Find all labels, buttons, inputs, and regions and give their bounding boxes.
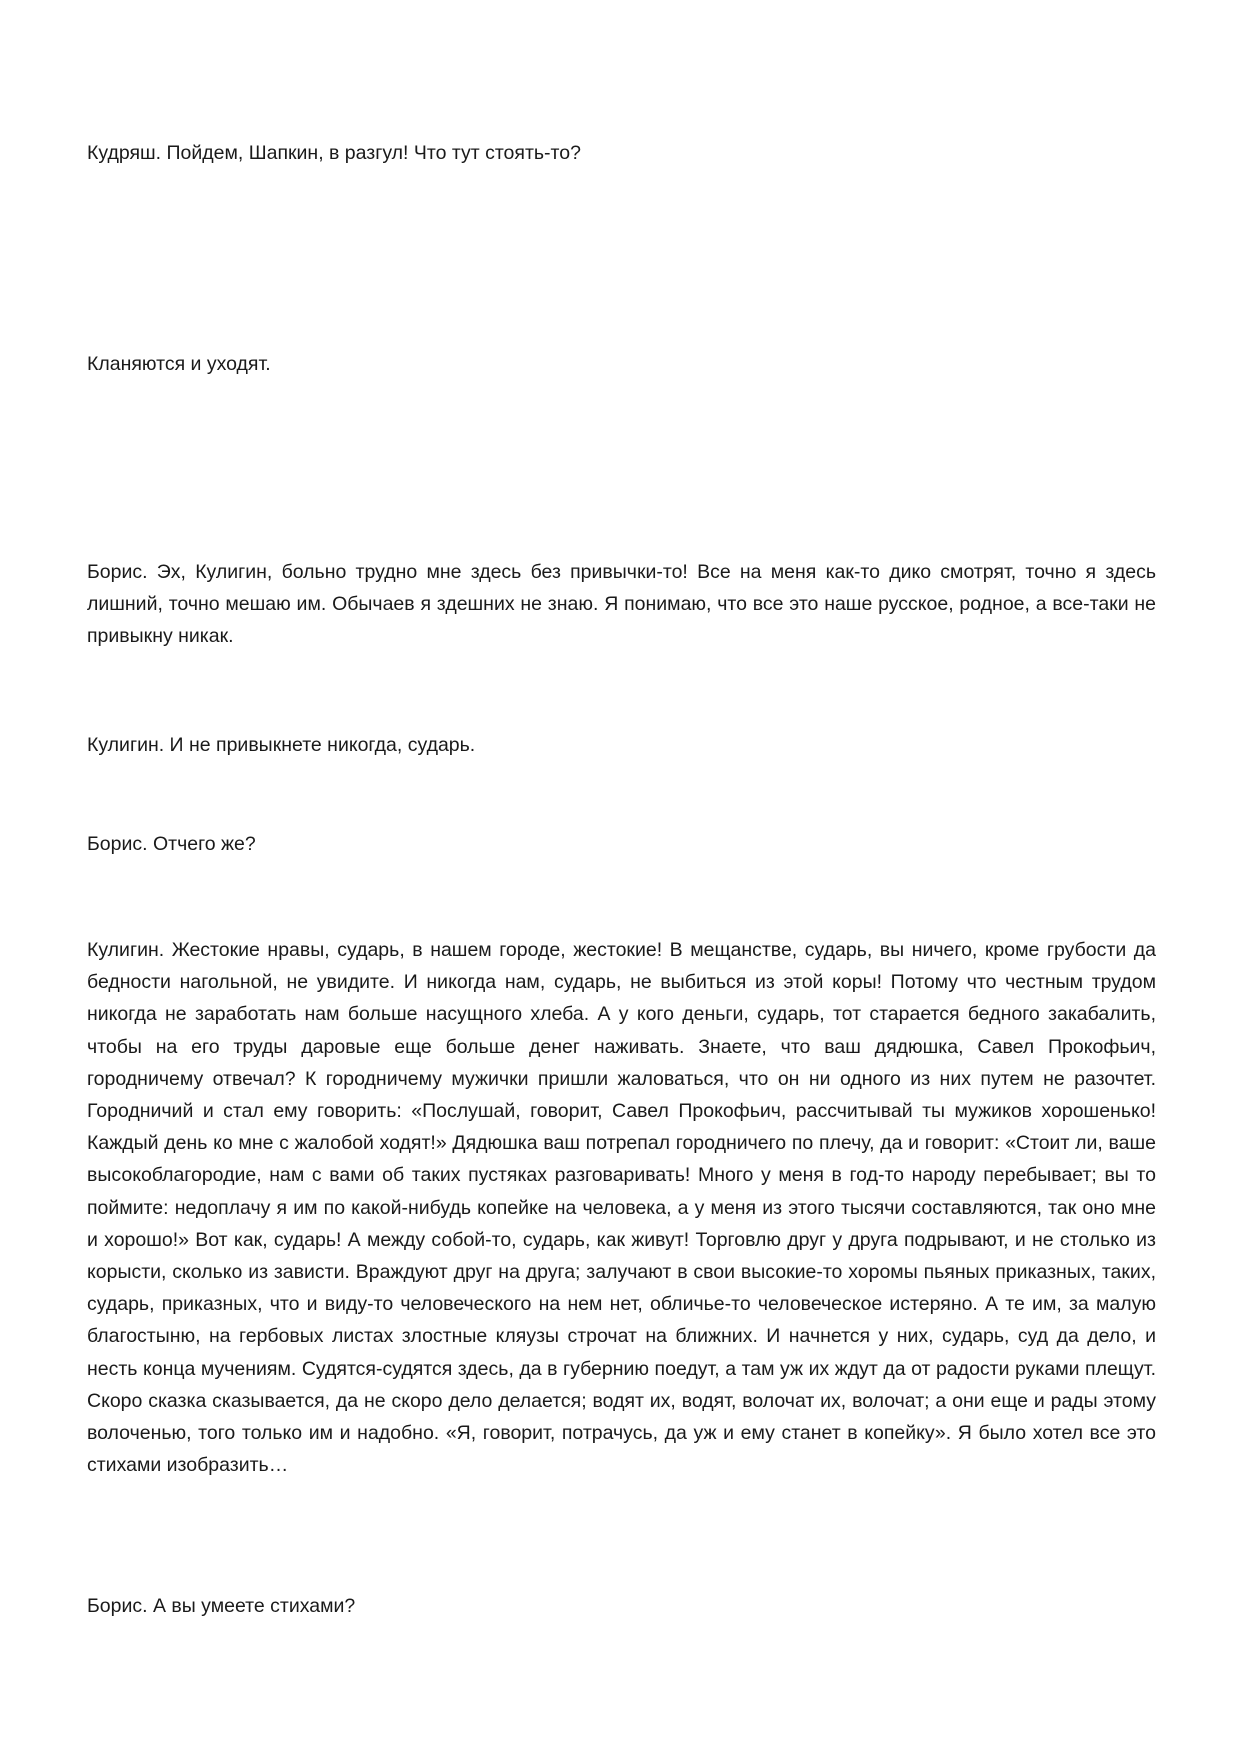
paragraph-boris-line-1: Борис. Эх, Кулигин, больно трудно мне здесь без привычки-то! Все на меня как-то дико смотрят, точно я здесь лишний, точно мешаю им. Обычаев я здешних не знаю. Я понимаю, что все это наше русское, родное, а все-таки не привыкну никак. bbox=[87, 561, 1156, 648]
paragraph-kuligin-monologue: Кулигин. Жестокие нравы, сударь, в нашем городе, жестокие! В мещанстве, сударь, вы ничего, кроме грубости да бедности нагольной, не увидите. И никогда нам, сударь, не выбиться из этой коры! Потому что честным трудом никогда не заработать нам больше насущного хлеба. А у кого деньги, сударь, тот старается бедного закабалить, чтобы на его труды даровые еще больше денег наживать. Знаете, что ваш дядюшка, Савел Прокофьич, городничему отвечал? К городничему мужички пришли жаловаться, что он ни одного из них путем не разочтет. Городничий и стал ему говорить: «Послушай, говорит, Савел Прокофьич, рассчитывай ты мужиков хорошенько! Каждый день ко мне с жалобой ходят!» Дядюшка ваш потрепал городничего по плечу, да и говорит: «Стоит ли, ваше высокоблагородие, нам с вами об таких пустяках разговаривать! Много у меня в год-то народу перебывает; вы то поймите: недоплачу я им по какой-нибудь копейке на человека, а у меня из этого тысячи составляются, так оно мне и хорошо!» Вот как, сударь! А между собой-то, сударь, как живут! Торговлю друг у друга подрывают, и не столько из корысти, сколько из зависти. Враждуют друг на друга; залучают в свои высокие-то хоромы пьяных приказных, таких, сударь, приказных, что и виду-то человеческого на нем нет, обличье-то человеческое истеряно. А те им, за малую благостыню, на гербовых листах злостные кляузы строчат на ближних. И начнется у них, сударь, суд да дело, и несть конца мучениям. Судятся-судятся здесь, да в губернию поедут, а там уж их ждут да от радости руками плещут. Скоро сказка сказывается, да не скоро дело делается; водят их, водят, волочат их, волочат; а они еще и рады этому волоченью, того только им и надобно. «Я, говорит, потрачусь, да уж и ему станет в копейку». Я было хотел все это стихами изобразить… bbox=[87, 939, 1156, 1477]
paragraph-stage-direction: Кланяются и уходят. bbox=[87, 353, 271, 375]
paragraph-kudryash-line: Кудряш. Пойдем, Шапкин, в разгул! Что тут стоять-то? bbox=[87, 142, 581, 164]
paragraph-boris-line-2: Борис. Отчего же? bbox=[87, 833, 256, 855]
paragraph-boris-line-3: Борис. А вы умеете стихами? bbox=[87, 1595, 356, 1617]
paragraph-kuligin-line-1: Кулигин. И не привыкнете никогда, сударь. bbox=[87, 734, 476, 756]
